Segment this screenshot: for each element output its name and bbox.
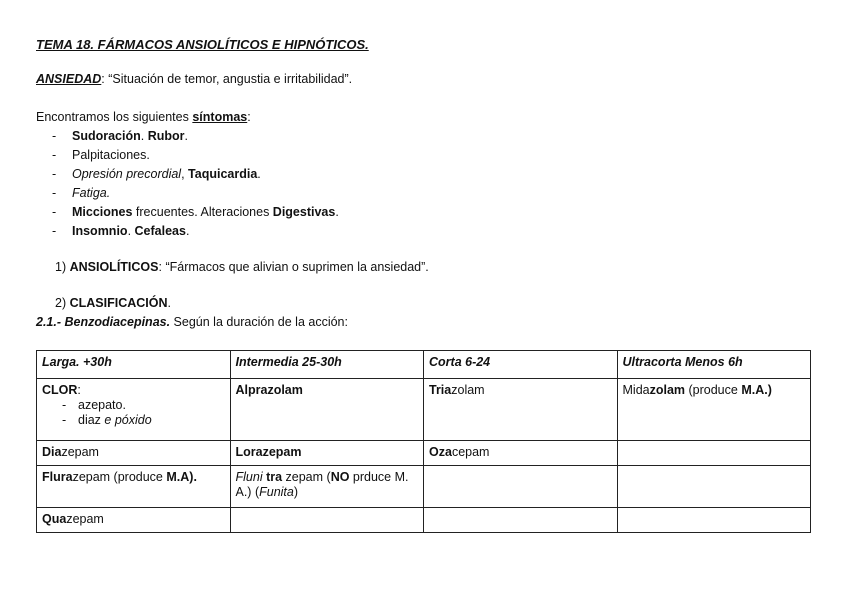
header-intermedia: Intermedia 25-30h — [230, 351, 424, 379]
list-item: - Opresión precordial, Taquicardia. — [52, 167, 261, 181]
table-cell: Ozacepam — [424, 441, 618, 466]
table-row — [37, 379, 811, 441]
table-cell — [617, 466, 811, 508]
table-cell — [424, 508, 618, 533]
point-ansioliticos: 1) ANSIOLÍTICOS: “Fármacos que alivian o suprimen la ansiedad”. — [55, 260, 429, 274]
ansiedad-definition — [36, 72, 352, 86]
table-cell: Lorazepam — [230, 441, 424, 466]
benzodiacepinas-heading: 2.1.- Benzodiacepinas. Según la duración de la acción: — [36, 315, 348, 329]
table-row — [37, 441, 811, 466]
table-cell: Fluni tra zepam (NO prduce M. A.) (Funita) — [230, 466, 424, 508]
table-header-row — [37, 351, 811, 379]
ansiedad-term: ANSIEDAD — [36, 72, 102, 86]
table-cell: Flurazepam (produce M.A). — [37, 466, 231, 508]
list-item: - Insomnio. Cefaleas. — [52, 224, 190, 238]
table-cell — [424, 466, 618, 508]
ansiedad-text: : “Situación de temor, angustia e irritabilidad”. — [101, 72, 353, 86]
header-larga: Larga. +30h — [37, 351, 231, 379]
symptoms-intro — [36, 110, 251, 124]
table-cell — [617, 441, 811, 466]
table-cell: CLOR: - azepato. - diaz e póxido — [37, 379, 231, 441]
table-cell — [617, 508, 811, 533]
table-cell — [230, 508, 424, 533]
table-row — [37, 466, 811, 508]
table-row — [37, 508, 811, 533]
intro-keyword: síntomas — [192, 110, 248, 124]
list-item: - Fatiga. — [52, 186, 111, 200]
list-item: - Micciones frecuentes. Alteraciones Digestivas. — [52, 205, 339, 219]
header-ultracorta: Ultracorta Menos 6h — [617, 351, 811, 379]
intro-end: : — [247, 110, 251, 124]
list-item: - Palpitaciones. — [52, 148, 150, 162]
table-cell: Triazolam — [424, 379, 618, 441]
table-cell: Diazepam — [37, 441, 231, 466]
intro-text: Encontramos los siguientes — [36, 110, 193, 124]
page-title: TEMA 18. FÁRMACOS ANSIOLÍTICOS E HIPNÓTICOS. — [36, 37, 369, 52]
point-clasificacion: 2) CLASIFICACIÓN. — [55, 296, 171, 310]
header-corta: Corta 6-24 — [424, 351, 618, 379]
table-cell: Quazepam — [37, 508, 231, 533]
benzodiacepinas-table — [36, 350, 811, 533]
table-cell: Alprazolam — [230, 379, 424, 441]
symptoms-list — [52, 127, 339, 241]
list-item: - Sudoración. Rubor. — [52, 129, 189, 143]
table-cell: Midazolam (produce M.A.) — [617, 379, 811, 441]
